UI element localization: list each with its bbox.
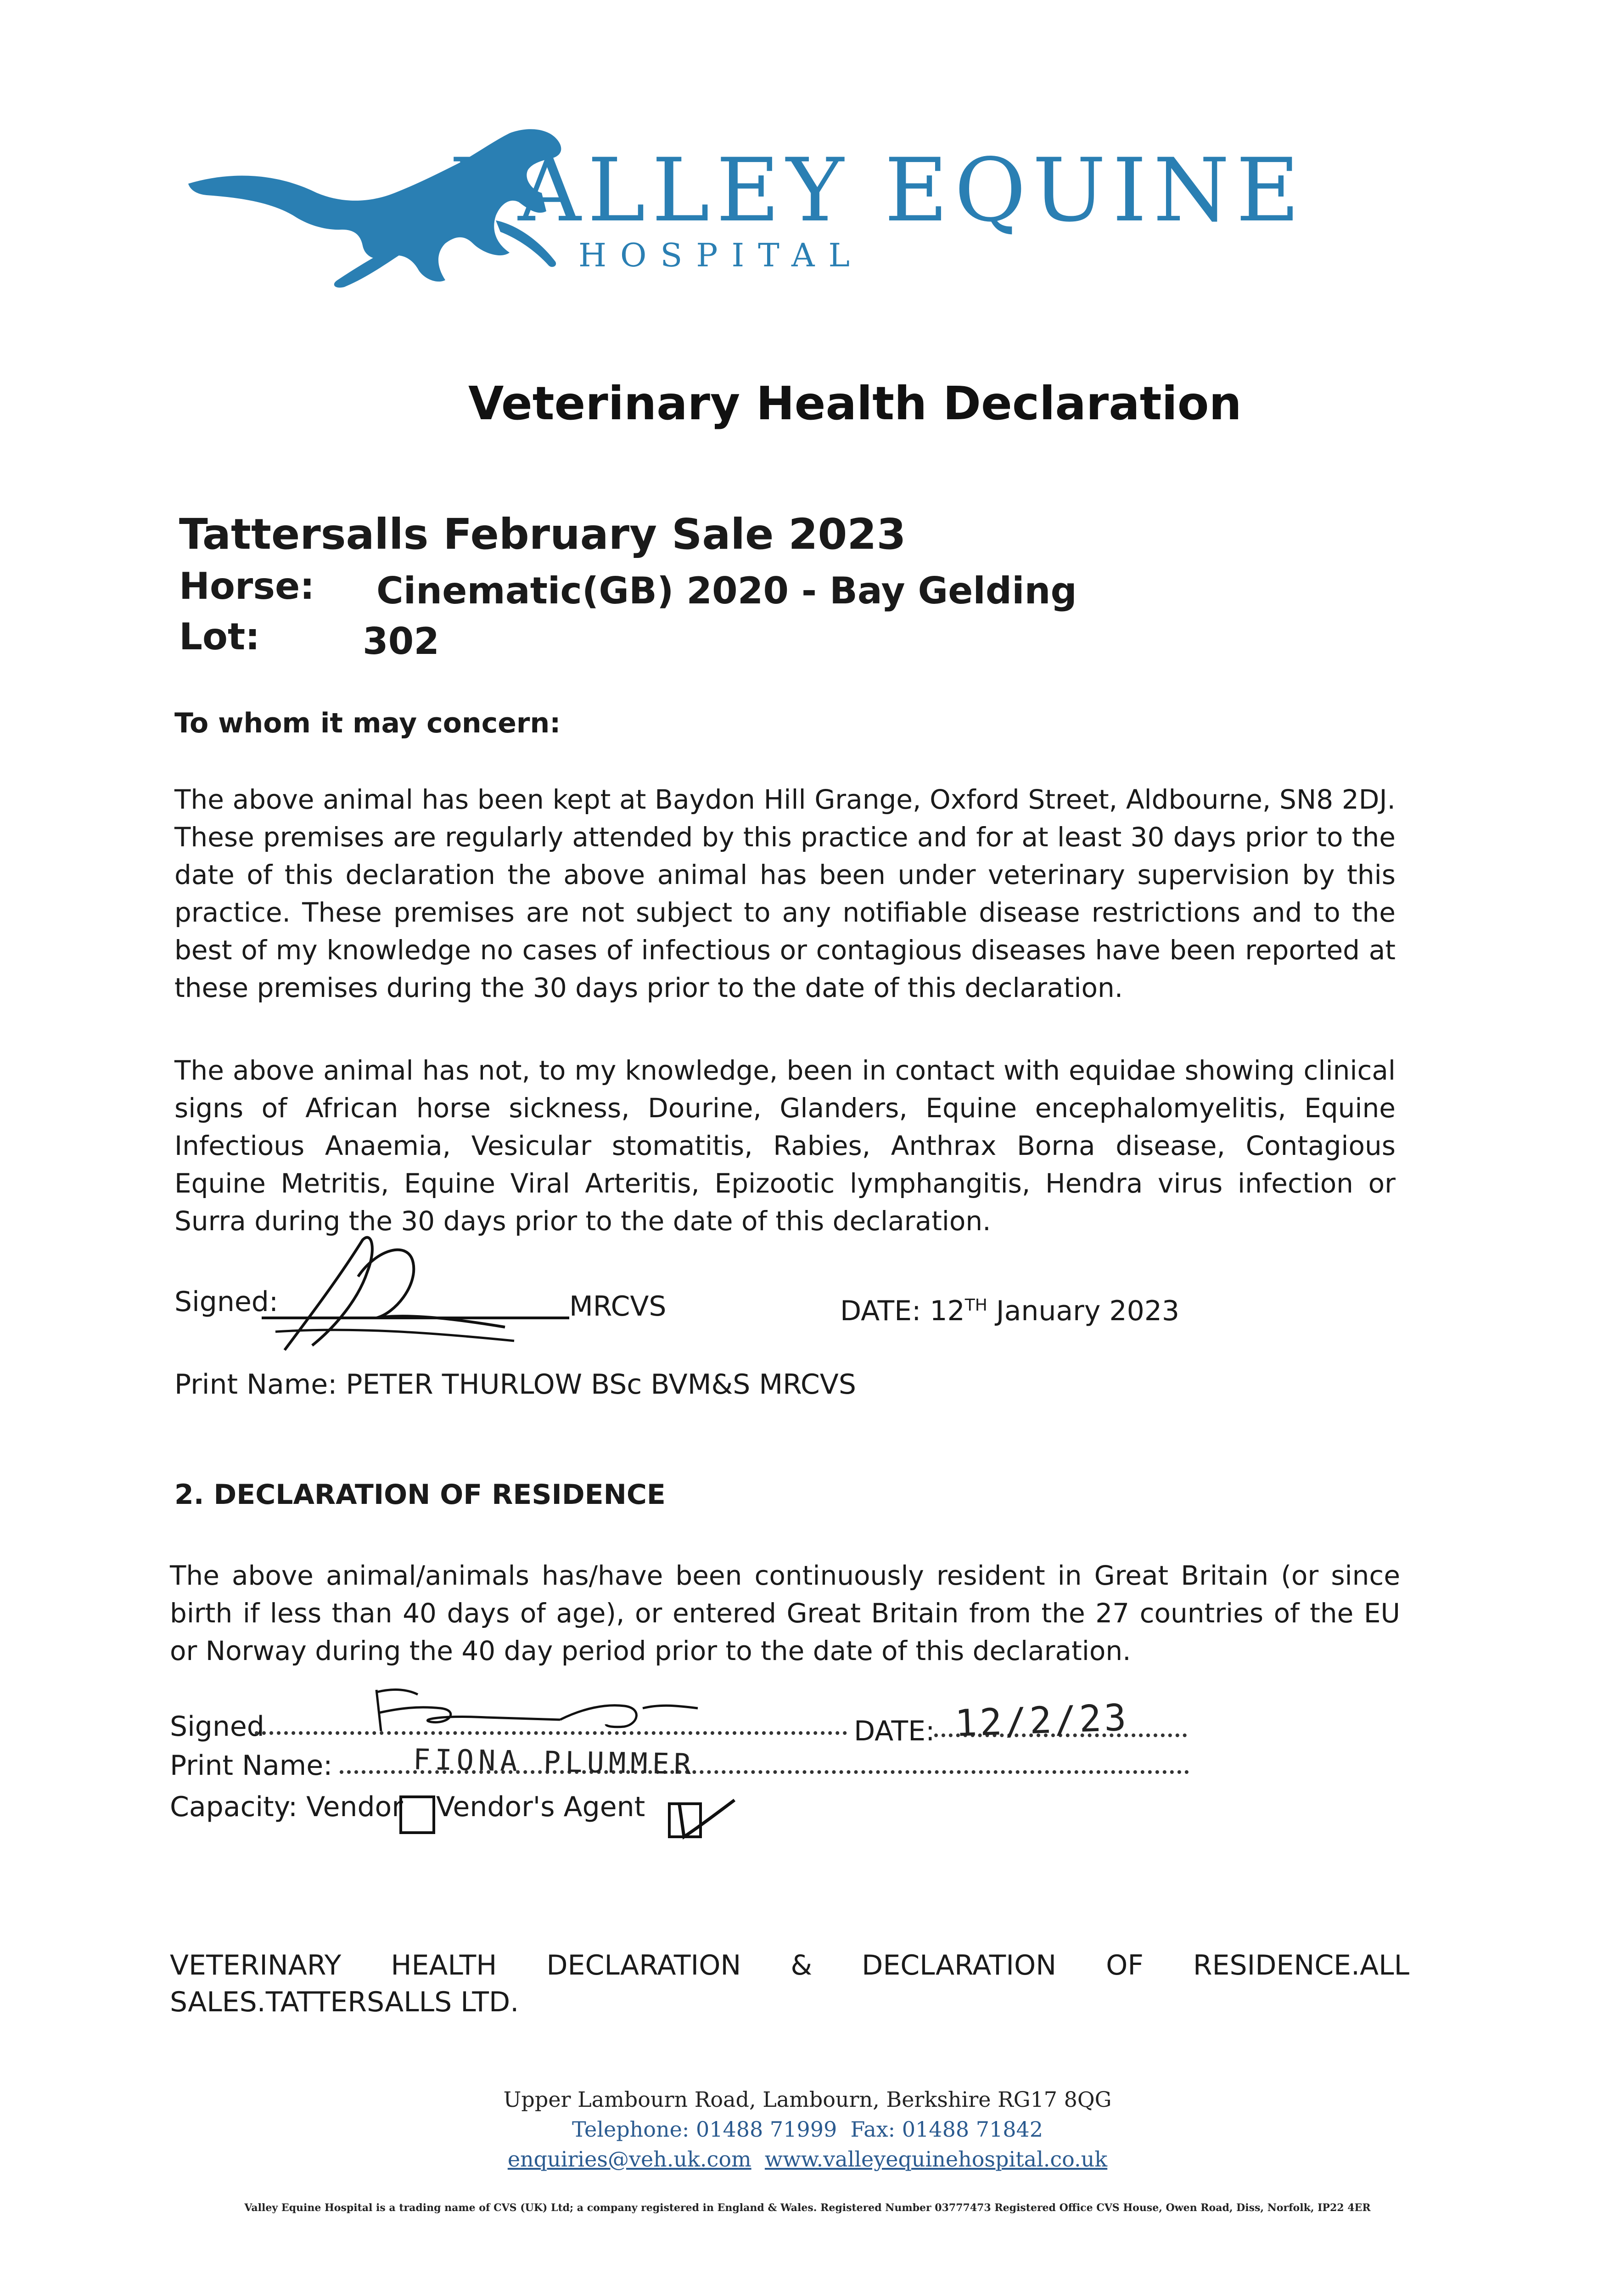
hospital-logo bbox=[179, 106, 1306, 298]
sale-name: Tattersalls February Sale 2023 bbox=[179, 510, 906, 559]
handwritten-date: 12/2/23 bbox=[954, 1696, 1130, 1745]
legal-notice: Valley Equine Hospital is a trading name of CVS (UK) Ltd; a company registered in England & Wales. Registered Number 03777473 Registered Office CVS House, Owen Road, Diss, Norfolk, IP22 4ER bbox=[244, 2202, 1371, 2214]
vet-print-name: Print Name: PETER THURLOW BSc BVM&S MRCVS bbox=[174, 1368, 856, 1401]
telephone: Telephone: 01488 71999 bbox=[572, 2117, 837, 2142]
residence-paragraph: The above animal/animals has/have been continuously resident in Great Britain (or since birth if less than 40 days of age), or entered Great Britain from the 27 countries of the EU or Norway during the 40 day period prior to the date of this declaration. bbox=[170, 1560, 1400, 1666]
vendor-date-label: DATE: bbox=[854, 1715, 935, 1747]
residence-heading: 2. DECLARATION OF RESIDENCE bbox=[174, 1479, 666, 1511]
handwritten-name: FIONA PLUMMER bbox=[413, 1742, 696, 1781]
vet-signature bbox=[257, 1221, 578, 1359]
page-title: Veterinary Health Declaration bbox=[468, 377, 1242, 430]
footer-note: VETERINARY HEALTH DECLARATION & DECLARATION OF RESIDENCE.ALL SALES.TATTERSALLS LTD. bbox=[170, 1949, 1409, 2018]
website-link[interactable]: www.valleyequinehospital.co.uk bbox=[764, 2147, 1108, 2172]
supervision-paragraph: The above animal has been kept at Baydon Hill Grange, Oxford Street, Aldbourne, SN8 2DJ. These premises are regularly attended by this practice and for at least 30 days prior to the date of this declaration the above animal has been under veterinary supervision by this practice. These premises are not subject to any notifiable disease restrictions and to the best of my knowledge no cases of infectious or contagious diseases have been reported at these premises during the 30 days prior to the date of this declaration. bbox=[174, 784, 1396, 1003]
capacity-label: Capacity: Vendor bbox=[170, 1791, 403, 1823]
checkmark-icon bbox=[666, 1786, 739, 1846]
greeting: To whom it may concern: bbox=[174, 707, 561, 739]
vendor-print-label: Print Name: bbox=[170, 1750, 333, 1782]
vendor-agent-label: Vendor's Agent bbox=[436, 1791, 645, 1823]
address-line: Upper Lambourn Road, Lambourn, Berkshire RG17 8QG bbox=[503, 2087, 1112, 2112]
mrcvs-label: MRCVS bbox=[569, 1290, 667, 1322]
vendor-signature bbox=[367, 1681, 716, 1745]
disease-contact-paragraph: The above animal has not, to my knowledge, been in contact with equidae showing clinical signs of African horse sickness, Dourine, Glanders, Equine encephalomyelitis, Equine Infectious Anaemia, Vesicular stomatitis, Rabies, Anthrax Borna disease, Contagious Equine Metritis, Equine Viral Arteritis, Epizootic lymphangitis, Hendra virus infection or Surra during the 30 days prior to the date of this declaration. bbox=[174, 1055, 1396, 1237]
contact-numbers bbox=[0, 2117, 1615, 2142]
galloping-horse-icon bbox=[179, 106, 1306, 298]
svg-text:VALLEY EQUINE: VALLEY EQUINE bbox=[454, 140, 1306, 241]
vendor-signed-label: Signed bbox=[170, 1711, 264, 1743]
svg-text:HOSPITAL: HOSPITAL bbox=[578, 236, 864, 274]
declaration-date: DATE: 12TH January 2023 bbox=[840, 1295, 1180, 1327]
horse-value: Cinematic(GB) 2020 - Bay Gelding bbox=[376, 569, 1077, 612]
vet-signed-label: Signed: bbox=[174, 1286, 279, 1318]
fax: Fax: 01488 71842 bbox=[850, 2117, 1043, 2142]
lot-label: Lot: bbox=[179, 615, 260, 658]
email-link[interactable]: enquiries@veh.uk.com bbox=[507, 2147, 751, 2172]
lot-value: 302 bbox=[363, 620, 439, 663]
horse-label: Horse: bbox=[179, 565, 315, 608]
contact-links bbox=[0, 2147, 1615, 2172]
vendor-checkbox[interactable] bbox=[399, 1795, 435, 1834]
